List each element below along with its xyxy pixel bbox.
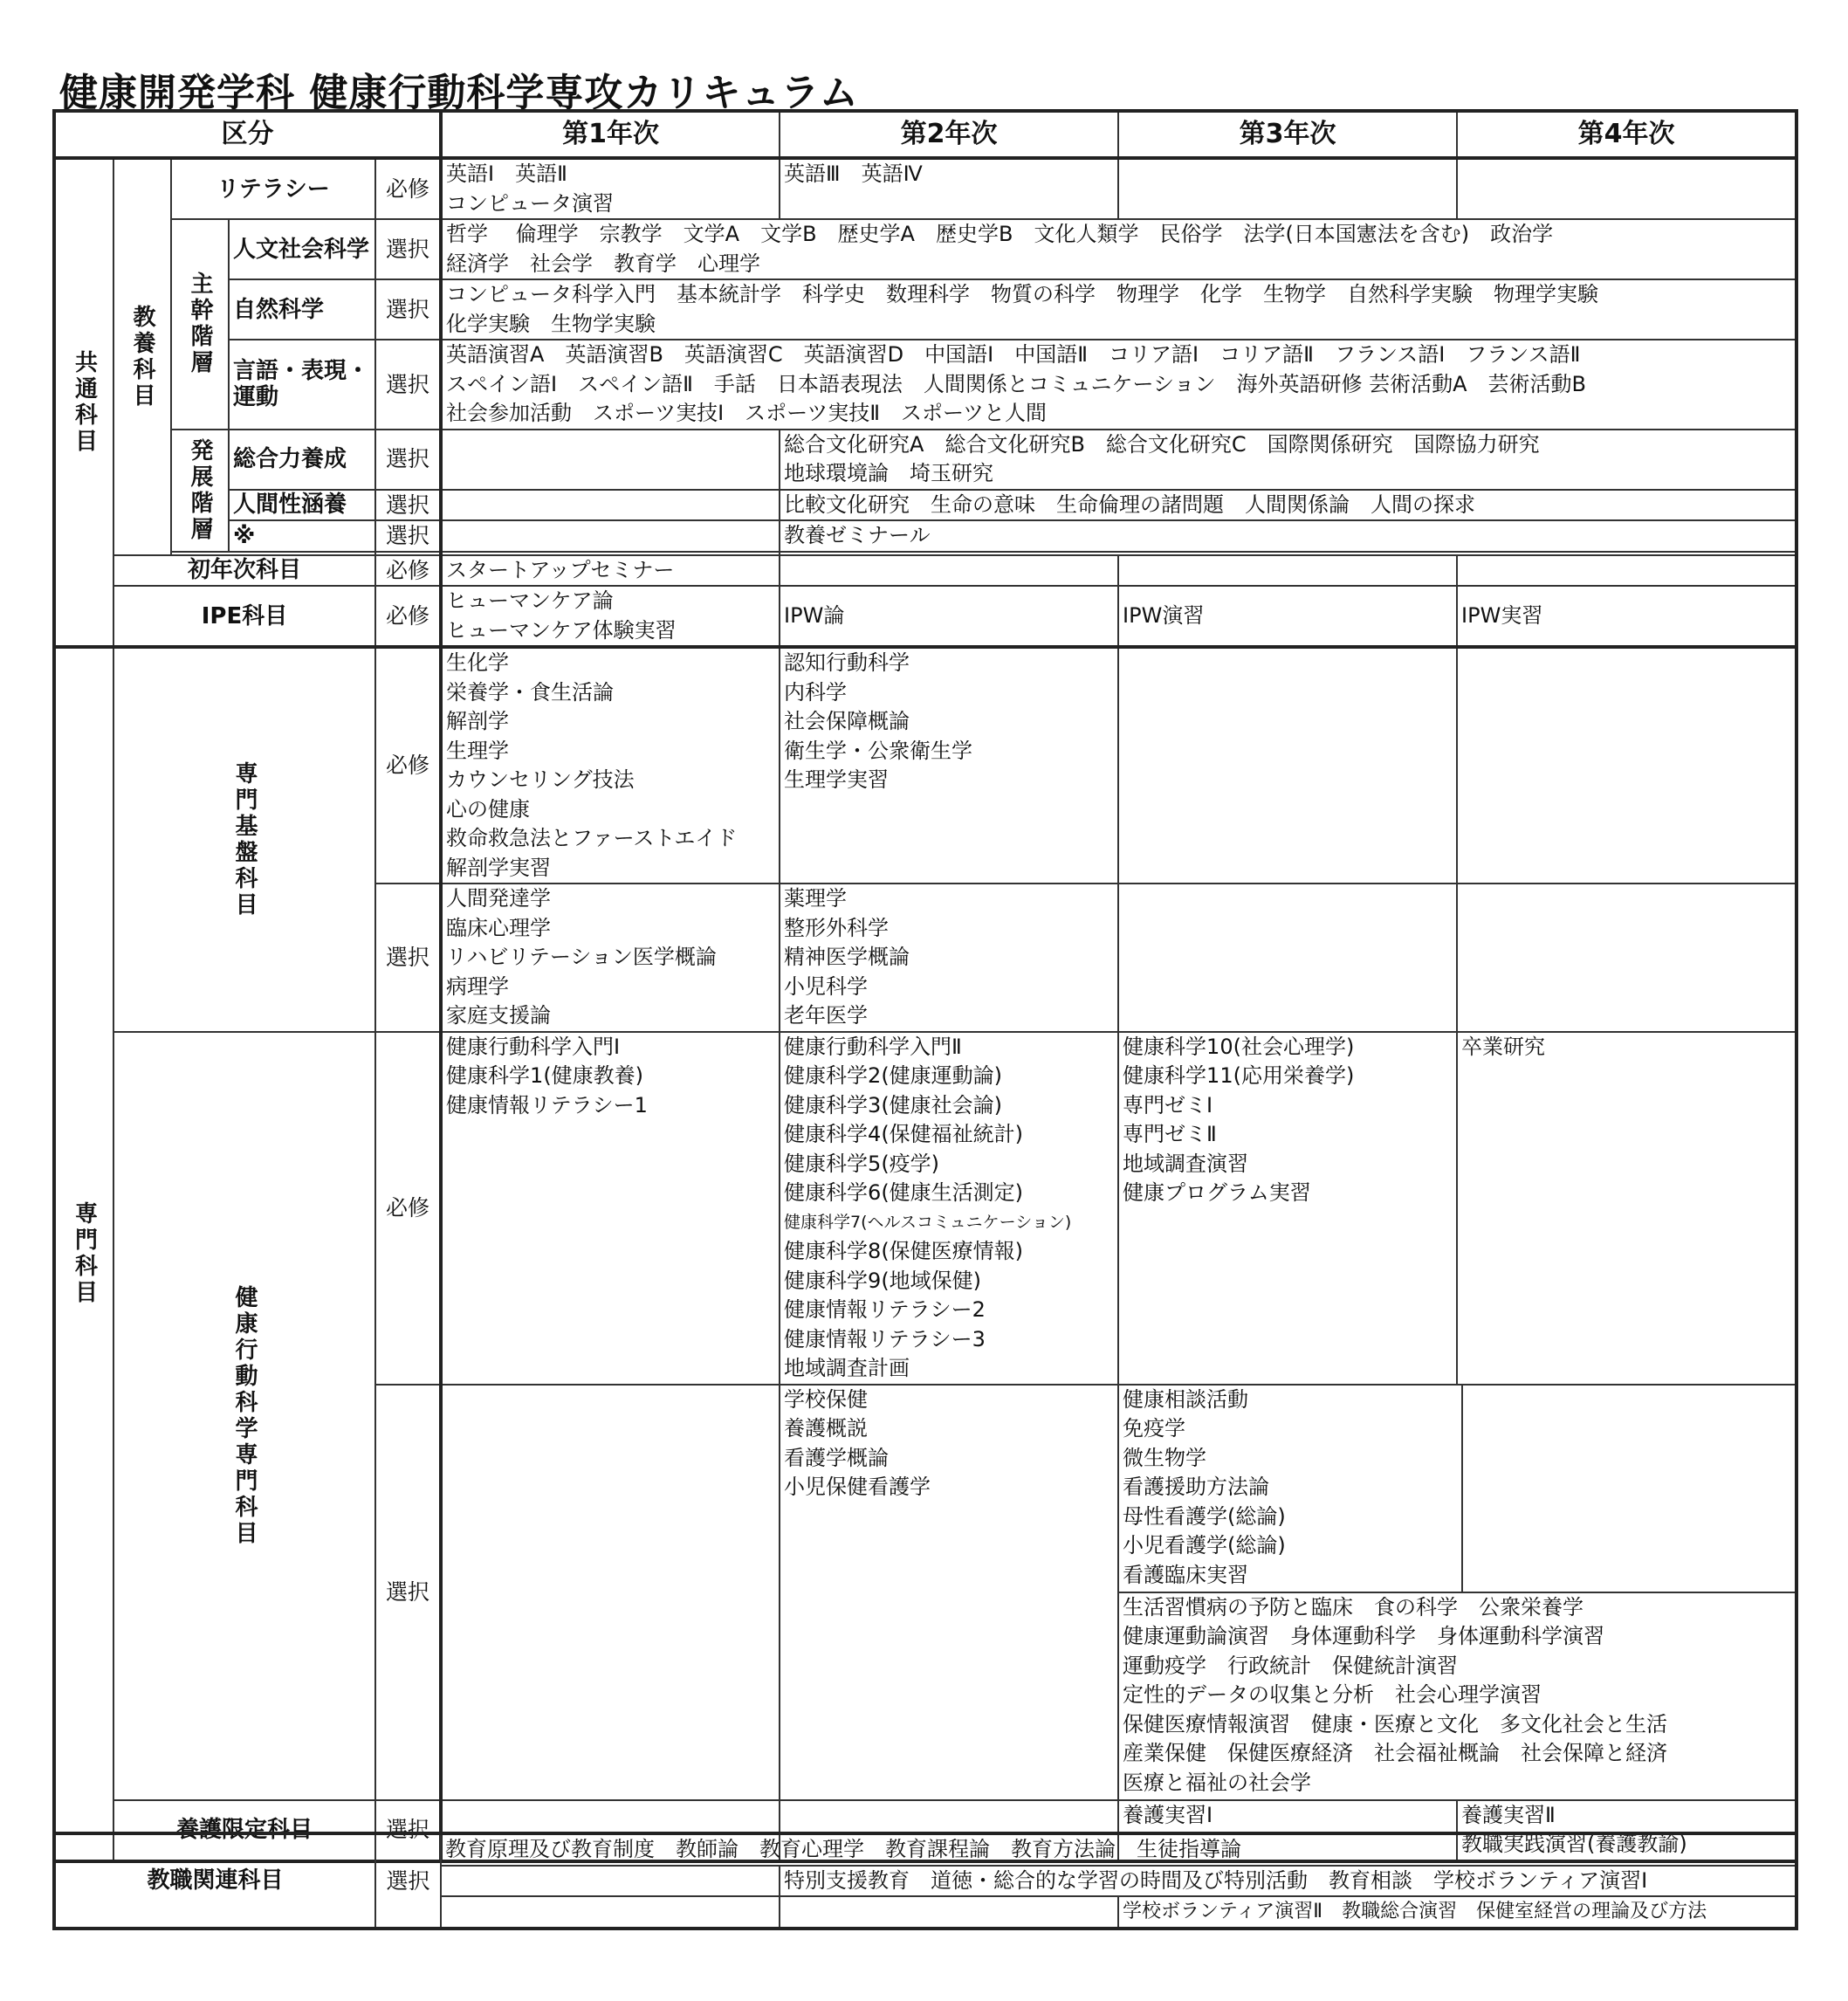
subject-item: 健康科学1(健康教養)	[446, 1063, 644, 1088]
subject-item: 保健医療情報演習 健康・医療と文化 多文化社会と生活	[1123, 1711, 1668, 1736]
kiban-label	[113, 647, 375, 1032]
sogo-name: 総合力養成	[229, 430, 375, 490]
subject-item: 健康運動論演習 身体運動科学 身体運動科学演習	[1123, 1624, 1605, 1648]
subject-item: 救命救急法とファーストエイド	[446, 826, 738, 850]
subject-item: コンピュータ科学入門 基本統計学 科学史 数理科学 物質の科学 物理学 化学 生物学 自然科学実験 物理学実験	[446, 282, 1599, 306]
kyoshoku-row-1	[54, 1833, 1796, 1866]
subject-item: 解剖学	[446, 709, 510, 733]
kome-name: ※	[229, 520, 375, 552]
literacy-y4	[1457, 158, 1796, 219]
ningen-subjects	[780, 490, 1796, 521]
sogo-req: 選択	[375, 430, 441, 490]
subject-item: 英語Ⅲ 英語Ⅳ	[784, 162, 923, 186]
subject-item: 心の健康	[446, 796, 531, 822]
shukan-text: 主幹階層	[187, 272, 213, 377]
sogo-y1	[441, 430, 780, 490]
kome-req: 選択	[375, 520, 441, 552]
subject-item: 認知行動科学	[784, 650, 910, 675]
kodo-label	[113, 1032, 375, 1800]
kyoshoku-row1-subjects: 教育原理及び教育制度 教師論 教育心理学 教育課程論 教育方法論 生徒指導論	[441, 1833, 1796, 1866]
kyoshoku-req: 選択	[375, 1833, 441, 1929]
common-subjects-label	[54, 158, 113, 647]
literacy-req: 必修	[375, 158, 441, 219]
subject-item: 学校保健	[784, 1386, 869, 1412]
senmon-label	[54, 647, 113, 1861]
shonen-y4	[1457, 555, 1796, 587]
gengo-row	[54, 340, 1796, 430]
sogo-row	[54, 430, 1796, 490]
kyoshoku-table	[52, 1832, 1798, 1930]
ningen-name: 人間性涵養	[229, 490, 375, 521]
subject-item: 栄養学・食生活論	[446, 679, 615, 705]
subject-item: 看護臨床実習	[1123, 1562, 1249, 1587]
subject-item: 養護概説	[784, 1416, 869, 1441]
subject-item: 生理学	[446, 738, 510, 763]
subject-item: 健康科学9(地域保健)	[784, 1268, 982, 1293]
subject-item: 健康情報リテラシー3	[784, 1326, 986, 1351]
kiban-hisshu-y1	[441, 647, 780, 884]
yogo-name: 養護限定科目	[113, 1800, 375, 1861]
kodo-sentaku-y3	[1119, 1386, 1463, 1592]
subject-item: 精神医学概論	[784, 945, 910, 969]
shukan-label	[171, 219, 229, 430]
subject-item: 地球環境論 埼玉研究	[784, 461, 994, 485]
year2-header: 第2年次	[780, 111, 1118, 158]
kome-y1	[441, 520, 780, 552]
literacy-y2	[780, 158, 1118, 219]
subject-item: 衛生学・公衆衛生学	[784, 738, 973, 763]
ipe-name: IPE科目	[113, 586, 375, 647]
year3-header: 第3年次	[1118, 111, 1457, 158]
subject-item: 英語演習A 英語演習B 英語演習C 英語演習D 中国語Ⅰ 中国語Ⅱ コリア語Ⅰ コリア語Ⅱ フランス語Ⅰ フランス語Ⅱ	[446, 342, 1581, 367]
sogo-subjects	[780, 430, 1796, 490]
kodo-sentaku-req: 選択	[375, 1385, 441, 1800]
kodo-sentaku-y3-4-shared	[1119, 1593, 1795, 1798]
kodo-hisshu-y1	[441, 1032, 780, 1385]
subject-item: 小児保健看護学	[784, 1475, 931, 1499]
subject-item: ヒューマンケア体験実習	[446, 617, 677, 643]
curriculum-table	[52, 109, 1798, 1863]
subject-item: 看護学概論	[784, 1445, 890, 1470]
subject-item: 整形外科学	[784, 915, 890, 940]
literacy-y3	[1118, 158, 1457, 219]
subject-item: 教養ゼミナール	[784, 523, 931, 547]
hatten-text: 発展階層	[187, 437, 213, 543]
ningen-y1	[441, 490, 780, 521]
subject-item: リハビリテーション医学概論	[446, 945, 717, 969]
header-row	[54, 111, 1796, 158]
subject-item: カウンセリング技法	[446, 767, 635, 792]
subject-item: 運動疫学 行政統計 保健統計演習	[1123, 1653, 1459, 1678]
subject-item: 内科学	[784, 679, 848, 705]
subject-item: 健康情報リテラシー1	[446, 1092, 648, 1117]
subject-item: 生化学	[446, 650, 510, 675]
subject-item: 免疫学	[1123, 1416, 1186, 1441]
ningen-row	[54, 490, 1796, 521]
gengo-name: 言語・表現・運動	[229, 340, 375, 430]
subject-item: 人間発達学	[446, 886, 552, 911]
kiban-sentaku-req: 選択	[375, 884, 441, 1032]
kodo-sentaku-y34	[1118, 1385, 1796, 1800]
kiban-hisshu-y3	[1118, 647, 1457, 884]
subject-item: 家庭支援論	[446, 1003, 552, 1028]
shizen-row	[54, 279, 1796, 340]
subject-item: 生理学実習	[784, 767, 890, 792]
senmon-text: 専門科目	[71, 1201, 98, 1307]
subject-item: 専門ゼミⅠ	[1123, 1092, 1213, 1117]
literacy-name: リテラシー	[171, 158, 375, 219]
jinbun-row	[54, 219, 1796, 279]
subject-item: 健康プログラム実習	[1123, 1180, 1311, 1205]
subject-item: 社会保障概論	[784, 709, 910, 733]
subject-item: 健康科学11(応用栄養学)	[1123, 1063, 1355, 1088]
kyoshoku-row2-subjects: 特別支援教育 道徳・総合的な学習の時間及び特別活動 教育相談 学校ボランティア演習Ⅰ	[780, 1866, 1796, 1897]
ipe-row	[54, 586, 1796, 647]
kodo-hisshu-row	[54, 1032, 1796, 1385]
subject-item: 健康科学2(健康運動論)	[784, 1063, 1003, 1088]
ningen-req: 選択	[375, 490, 441, 521]
kome-subjects	[780, 520, 1796, 552]
kyoyo-text: 教養科目	[129, 304, 155, 409]
subject-item: 化学実験 生物学実験	[446, 311, 656, 336]
kyoshoku-name: 教職関連科目	[54, 1833, 375, 1929]
kyoshoku-row3-y1	[441, 1896, 780, 1929]
subject-item: 地域調査計画	[784, 1356, 910, 1380]
subject-item: 臨床心理学	[446, 915, 552, 940]
subject-item: 解剖学実習	[446, 855, 552, 880]
subject-item: 病理学	[446, 973, 510, 999]
subject-item: 産業保健 保健医療経済 社会福祉概論 社会保障と経済	[1123, 1741, 1668, 1765]
subject-item: 小児看護学(総論)	[1123, 1533, 1286, 1557]
subject-item: スペイン語Ⅰ スペイン語Ⅱ 手話 日本語表現法 人間関係とコミュニケーション 海外英語研修 芸術活動A 芸術活動B	[446, 371, 1587, 396]
subject-item: 英語Ⅰ 英語Ⅱ	[446, 162, 567, 186]
subject-item: 健康行動科学入門Ⅰ	[446, 1034, 621, 1059]
kodo-hisshu-y4	[1457, 1032, 1796, 1385]
subject-item: 哲学 倫理学 宗教学 文学A 文学B 歴史学A 歴史学B 文化人類学 民俗学 法学(日本国憲法を含む) 政治学	[446, 222, 1554, 246]
page-title: 健康開発学科 健康行動科学専攻カリキュラム	[59, 71, 859, 115]
kiban-sentaku-y3	[1118, 884, 1457, 1032]
literacy-y1	[441, 158, 780, 219]
year1-header: 第1年次	[441, 111, 780, 158]
subject-item: 老年医学	[784, 1003, 869, 1028]
subject-item: 薬理学	[784, 886, 848, 911]
subject-item: 地域調査演習	[1123, 1151, 1249, 1176]
kodo-sentaku-y34-top	[1119, 1386, 1795, 1593]
jinbun-req: 選択	[375, 219, 441, 279]
kiban-hisshu-row	[54, 647, 1796, 884]
ipe-req: 必修	[375, 586, 441, 647]
subject-item: 定性的データの収集と分析 社会心理学演習	[1123, 1682, 1542, 1707]
subject-item: 健康相談活動	[1123, 1386, 1249, 1412]
shonen-y3	[1118, 555, 1457, 587]
kome-row	[54, 520, 1796, 552]
shonen-y2	[780, 555, 1118, 587]
shonen-name: 初年次科目	[113, 555, 375, 587]
kyoyo-label	[113, 158, 171, 555]
shizen-name: 自然科学	[229, 279, 375, 340]
kodo-sentaku-y1	[441, 1385, 780, 1800]
subject-item: 専門ゼミⅡ	[1123, 1122, 1217, 1146]
ipe-y3: IPW演習	[1118, 586, 1457, 647]
shizen-req: 選択	[375, 279, 441, 340]
jinbun-subjects	[441, 219, 1796, 279]
hatten-label	[171, 430, 229, 552]
kodo-hisshu-y2	[780, 1032, 1118, 1385]
kubun-header: 区分	[54, 111, 441, 158]
year4-header: 第4年次	[1457, 111, 1796, 158]
kodo-sentaku-y2	[780, 1385, 1118, 1800]
subject-item: 小児科学	[784, 973, 869, 999]
common-subjects-text: 共通科目	[71, 350, 98, 455]
subject-item: 卒業研究	[1461, 1034, 1546, 1059]
kodo-sentaku-y4	[1463, 1386, 1795, 1592]
subject-item: 健康科学7(ヘルスコミュニケーション)	[784, 1212, 1072, 1232]
kodo-text: 健康行動科学専門科目	[231, 1284, 258, 1547]
kiban-hisshu-y2	[780, 647, 1118, 884]
shonen-y1	[441, 555, 780, 587]
kodo-hisshu-y3	[1118, 1032, 1457, 1385]
subject-item: 母性看護学(総論)	[1123, 1503, 1286, 1529]
subject-item: 健康科学6(健康生活測定)	[784, 1180, 1024, 1205]
kiban-hisshu-req: 必修	[375, 647, 441, 884]
kodo-hisshu-req: 必修	[375, 1032, 441, 1385]
subject-item: 比較文化研究 生命の意味 生命倫理の諸問題 人間関係論 人間の探求	[784, 492, 1476, 517]
subject-item: コンピュータ演習	[446, 190, 615, 216]
yogo-req: 選択	[375, 1800, 441, 1861]
subject-item: 経済学 社会学 教育学 心理学	[446, 251, 761, 276]
shonen-row	[54, 555, 1796, 587]
shizen-subjects	[441, 279, 1796, 340]
shonen-req: 必修	[375, 555, 441, 587]
ipe-y2: IPW論	[780, 586, 1118, 647]
subject-item: 健康科学8(保健医療情報)	[784, 1239, 1024, 1263]
literacy-row	[54, 158, 1796, 219]
subject-item: ヒューマンケア論	[446, 588, 614, 613]
kiban-sentaku-y1	[441, 884, 780, 1032]
subject-item: 医療と福祉の社会学	[1123, 1770, 1312, 1795]
subject-item: 教職実践演習(養護教諭)	[1461, 1832, 1687, 1856]
subject-item: 看護援助方法論	[1123, 1475, 1270, 1499]
subject-item: 健康情報リテラシー2	[784, 1297, 986, 1322]
kyoshoku-row3-y2	[780, 1896, 1118, 1929]
subject-item: スタートアップセミナー	[446, 557, 675, 582]
subject-item: 健康科学10(社会心理学)	[1123, 1034, 1355, 1059]
subject-item: 微生物学	[1123, 1445, 1207, 1470]
kiban-sentaku-y4	[1457, 884, 1796, 1032]
kyoshoku-row2-y1	[441, 1866, 780, 1897]
subject-item: 総合文化研究A 総合文化研究B 総合文化研究C 国際関係研究 国際協力研究	[784, 431, 1540, 457]
kiban-sentaku-y2	[780, 884, 1118, 1032]
subject-item: 社会参加活動 スポーツ実技Ⅰ スポーツ実技Ⅱ スポーツと人間	[446, 401, 1048, 425]
subject-item: 健康科学5(疫学)	[784, 1151, 940, 1176]
subject-item: 健康行動科学入門Ⅱ	[784, 1034, 962, 1059]
subject-item: 健康科学4(保健福祉統計)	[784, 1122, 1024, 1146]
ipe-y4: IPW実習	[1457, 586, 1796, 647]
ipe-y1	[441, 586, 780, 647]
kiban-hisshu-y4	[1457, 647, 1796, 884]
subject-item: 養護実習Ⅱ	[1461, 1802, 1556, 1827]
subject-item: 生活習慣病の予防と臨床 食の科学 公衆栄養学	[1123, 1594, 1584, 1619]
kyoshoku-row3-subjects: 学校ボランティア演習Ⅱ 教職総合演習 保健室経営の理論及び方法	[1118, 1896, 1796, 1929]
jinbun-name: 人文社会科学	[229, 219, 375, 279]
kiban-text: 専門基盤科目	[231, 760, 258, 918]
gengo-subjects	[441, 340, 1796, 430]
subject-item: 養護実習Ⅰ	[1123, 1802, 1213, 1827]
subject-item: 健康科学3(健康社会論)	[784, 1092, 1003, 1117]
gengo-req: 選択	[375, 340, 441, 430]
